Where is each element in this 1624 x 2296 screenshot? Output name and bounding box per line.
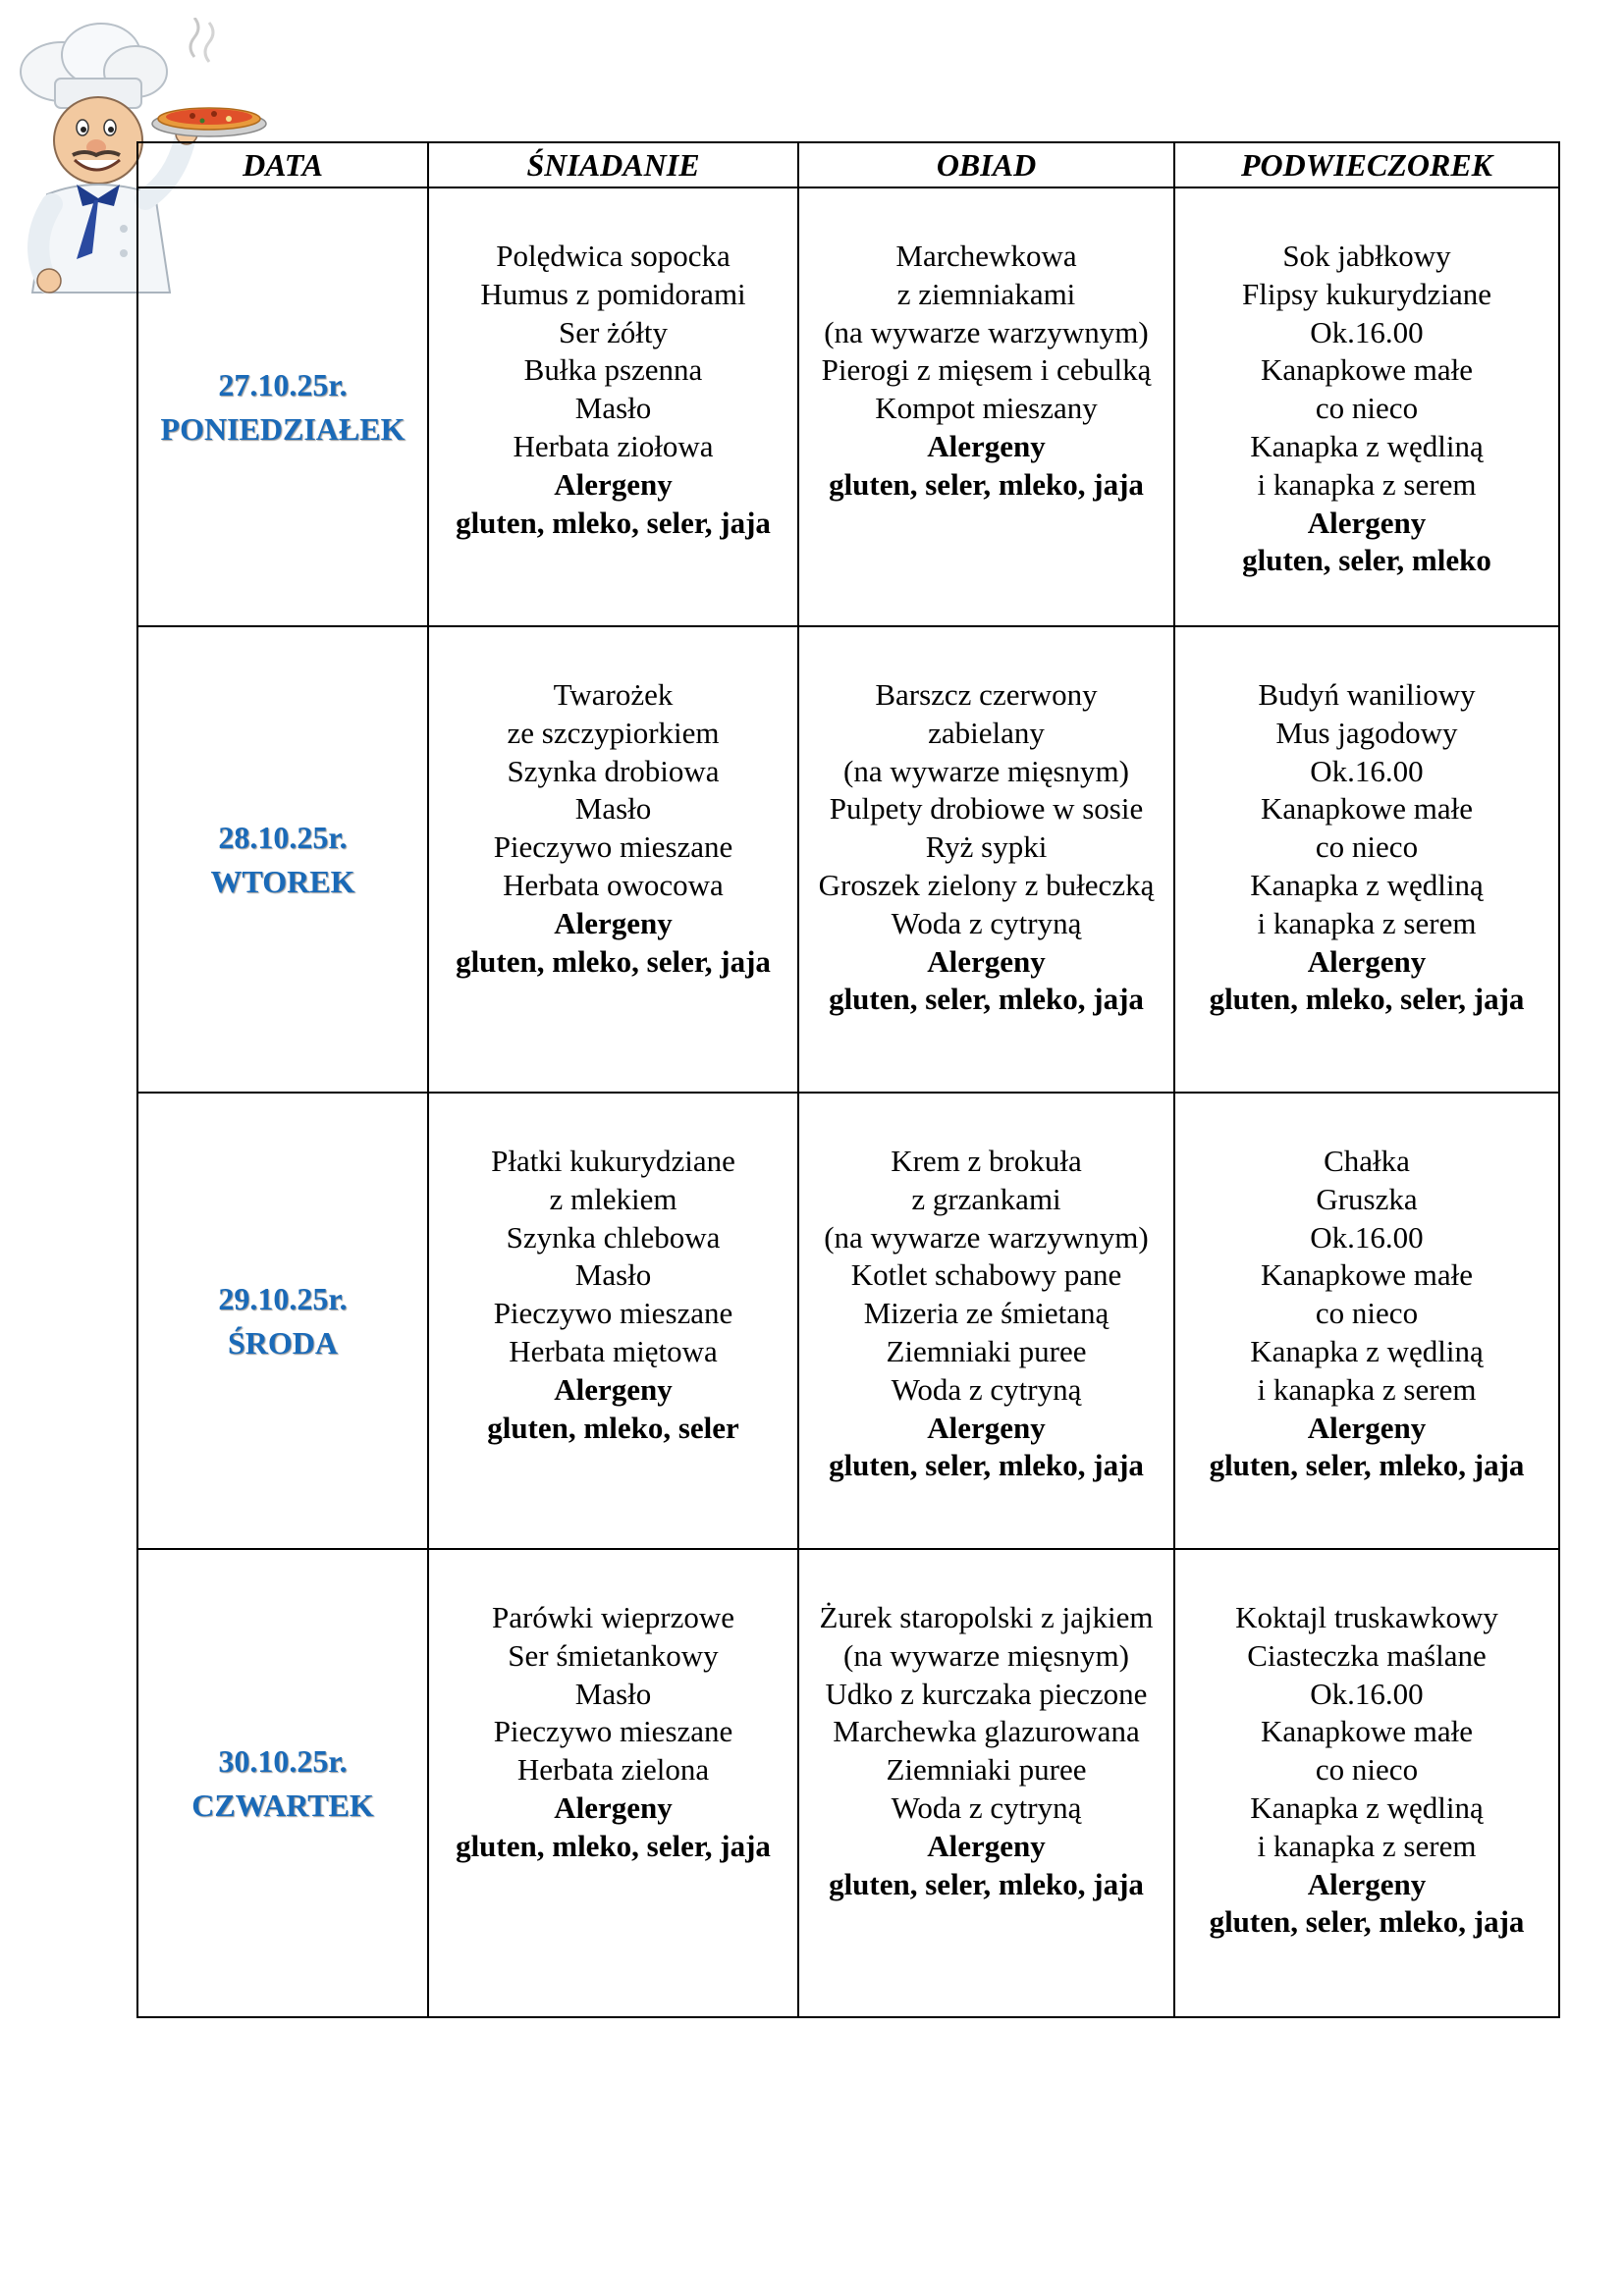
snack-cell (1174, 626, 1559, 1093)
allergen-list: gluten, mleko, seler, jaja (456, 1828, 771, 1863)
dish: (na wywarze mięsnym) (843, 753, 1129, 788)
allergen-heading: Alergeny (554, 1789, 673, 1825)
dish: Gruszka (1316, 1181, 1418, 1216)
dish: ze szczypiorkiem (507, 715, 720, 750)
dish: Herbata owocowa (503, 867, 724, 902)
dish: Mizeria ze śmietaną (863, 1296, 1110, 1331)
dish: Masło (574, 391, 652, 426)
day-row (137, 626, 1559, 1093)
allergen-list: gluten, seler, mleko, jaja (829, 982, 1144, 1017)
allergen-heading: Alergeny (927, 943, 1046, 979)
dish: Bułka pszenna (523, 352, 703, 388)
date-cell (137, 626, 428, 1093)
lunch-cell (798, 1093, 1174, 1549)
dish: Masło (574, 791, 652, 827)
dish: Ziemniaki puree (886, 1333, 1087, 1368)
day-date: 28.10.25r. (218, 819, 348, 855)
dish: Kanapkowe małe (1260, 352, 1474, 388)
dish: Herbata zielona (516, 1752, 710, 1788)
day-row (137, 1093, 1559, 1549)
dish: Kanapka z wędliną (1250, 867, 1484, 902)
dish: Ser żółty (558, 314, 669, 349)
header-snack: PODWIECZOREK (1174, 142, 1559, 187)
dish: zabielany (928, 715, 1045, 750)
dish: Masło (574, 1676, 652, 1711)
dish: Krem z brokuła (891, 1144, 1082, 1178)
lunch-cell (798, 626, 1174, 1093)
dish: Herbata miętowa (509, 1333, 718, 1368)
day-date: 27.10.25r. (218, 366, 348, 402)
dish: Pieczywo mieszane (493, 1296, 733, 1331)
allergen-list: gluten, mleko, seler (487, 1410, 739, 1445)
snack-cell (1174, 187, 1559, 626)
day-weekday: WTOREK (210, 863, 355, 899)
dish: z grzankami (911, 1181, 1061, 1216)
dish: Twarożek (553, 677, 674, 712)
dish: Kanapkowe małe (1260, 1714, 1474, 1749)
allergen-heading: Alergeny (554, 466, 673, 502)
dish: Herbata ziołowa (513, 428, 714, 463)
allergen-list: gluten, mleko, seler, jaja (456, 505, 771, 540)
dish: Pieczywo mieszane (493, 829, 733, 865)
dish: i kanapka z serem (1257, 1371, 1477, 1407)
allergen-list: gluten, seler, mleko, jaja (1209, 1904, 1525, 1940)
dish: Parówki wieprzowe (491, 1600, 735, 1634)
dish: Humus z pomidorami (480, 276, 746, 311)
dish: (na wywarze warzywnym) (824, 1219, 1149, 1255)
dish: Kanapka z wędliną (1250, 1333, 1484, 1368)
dish: Polędwica sopocka (496, 239, 731, 273)
dish: Kanapka z wędliną (1250, 428, 1484, 463)
dish: Koktajl truskawkowy (1235, 1600, 1498, 1634)
allergen-list: gluten, seler, mleko, jaja (1209, 1448, 1525, 1483)
day-weekday: PONIEDZIAŁEK (160, 410, 406, 447)
day-row (137, 1549, 1559, 2017)
dish: co nieco (1315, 829, 1419, 865)
dish: Ok.16.00 (1310, 753, 1424, 788)
dish: Kanapka z wędliną (1250, 1789, 1484, 1825)
allergen-heading: Alergeny (554, 905, 673, 940)
dish: Budyń waniliowy (1258, 677, 1476, 712)
allergen-heading: Alergeny (1307, 943, 1427, 979)
dish: Masło (574, 1257, 652, 1293)
dish: Ziemniaki puree (886, 1752, 1087, 1788)
allergen-list: gluten, seler, mleko, jaja (829, 466, 1144, 502)
dish: co nieco (1315, 1752, 1419, 1788)
dish: Ser śmietankowy (508, 1637, 719, 1673)
dish: Woda z cytryną (891, 1789, 1082, 1825)
dish: Woda z cytryną (891, 1371, 1082, 1407)
allergen-list: gluten, seler, mleko, jaja (829, 1448, 1144, 1483)
dish: co nieco (1315, 391, 1419, 426)
day-weekday: ŚRODA (227, 1324, 338, 1361)
dish: Ciasteczka maślane (1247, 1637, 1487, 1673)
lunch-cell (798, 1549, 1174, 2017)
dish: Szynka drobiowa (507, 753, 720, 788)
dish: Sok jabłkowy (1282, 239, 1451, 273)
dish: Woda z cytryną (891, 905, 1082, 940)
header-breakfast: ŚNIADANIE (428, 142, 798, 187)
header-lunch: OBIAD (798, 142, 1174, 187)
allergen-list: gluten, mleko, seler, jaja (456, 943, 771, 979)
dish: z ziemniakami (896, 276, 1076, 311)
allergen-heading: Alergeny (1307, 1410, 1427, 1445)
dish: Kanapkowe małe (1260, 791, 1474, 827)
dish: Płatki kukurydziane (491, 1144, 735, 1178)
allergen-heading: Alergeny (927, 428, 1046, 463)
allergen-heading: Alergeny (1307, 505, 1427, 540)
dish: Barszcz czerwony (875, 677, 1098, 712)
menu-table (136, 141, 1560, 2018)
dish: i kanapka z serem (1257, 1828, 1477, 1863)
dish: i kanapka z serem (1257, 905, 1477, 940)
dish: (na wywarze warzywnym) (824, 314, 1149, 349)
dish: i kanapka z serem (1257, 466, 1477, 502)
dish: Żurek staropolski z jajkiem (819, 1600, 1154, 1634)
date-cell (137, 187, 428, 626)
breakfast-cell (428, 626, 798, 1093)
breakfast-cell (428, 1549, 798, 2017)
dish: Kanapkowe małe (1260, 1257, 1474, 1293)
day-date: 30.10.25r. (218, 1742, 348, 1779)
day-weekday: CZWARTEK (191, 1787, 374, 1823)
lunch-cell (798, 187, 1174, 626)
allergen-heading: Alergeny (554, 1371, 673, 1407)
date-cell (137, 1549, 428, 2017)
allergen-heading: Alergeny (927, 1828, 1046, 1863)
header-row (137, 142, 1559, 187)
dish: Marchewka glazurowana (833, 1714, 1140, 1749)
allergen-heading: Alergeny (1307, 1866, 1427, 1901)
date-cell (137, 1093, 428, 1549)
dish: Chałka (1324, 1144, 1410, 1178)
dish: Pieczywo mieszane (493, 1714, 733, 1749)
breakfast-cell (428, 1093, 798, 1549)
day-date: 29.10.25r. (218, 1280, 348, 1316)
snack-cell (1174, 1549, 1559, 2017)
dish: z mlekiem (549, 1181, 677, 1216)
dish: Pierogi z mięsem i cebulką (821, 352, 1152, 388)
dish: Groszek zielony z bułeczką (818, 867, 1155, 902)
dish: Ok.16.00 (1310, 314, 1424, 349)
dish: (na wywarze mięsnym) (843, 1637, 1129, 1673)
day-row (137, 187, 1559, 626)
breakfast-cell (428, 187, 798, 626)
dish: Mus jagodowy (1275, 715, 1458, 750)
dish: Udko z kurczaka pieczone (825, 1676, 1148, 1711)
dish: Ok.16.00 (1310, 1676, 1424, 1711)
allergen-list: gluten, mleko, seler, jaja (1209, 982, 1525, 1017)
dish: Marchewkowa (895, 239, 1077, 273)
dish: Pulpety drobiowe w sosie (829, 791, 1144, 827)
dish: Ok.16.00 (1310, 1219, 1424, 1255)
dish: Kompot mieszany (875, 391, 1098, 426)
dish: Szynka chlebowa (506, 1219, 721, 1255)
allergen-heading: Alergeny (927, 1410, 1046, 1445)
header-date: DATA (137, 142, 428, 187)
dish: Ryż sypki (925, 829, 1048, 865)
allergen-list: gluten, seler, mleko (1242, 543, 1491, 578)
dish: co nieco (1315, 1296, 1419, 1331)
dish: Kotlet schabowy pane (850, 1257, 1122, 1293)
snack-cell (1174, 1093, 1559, 1549)
dish: Flipsy kukurydziane (1242, 276, 1491, 311)
allergen-list: gluten, seler, mleko, jaja (829, 1866, 1144, 1901)
